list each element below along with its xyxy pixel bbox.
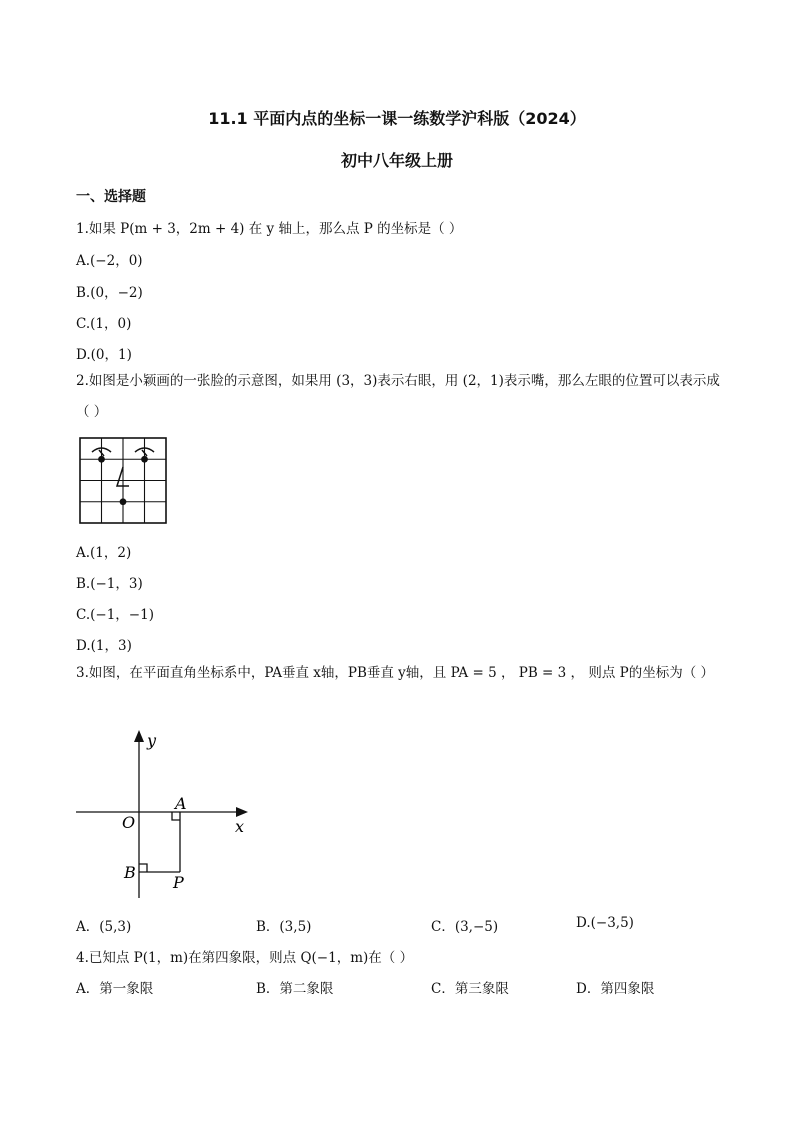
- section-heading: 一、选择题: [76, 189, 146, 205]
- question-3-option-a: A．(5,3): [76, 919, 132, 935]
- y-axis-label: y: [147, 731, 157, 750]
- right-eye-dot: [141, 456, 148, 463]
- question-1-option-d: D.(0，1): [76, 347, 132, 363]
- question-3-option-d: D.(−3,5): [576, 915, 634, 931]
- question-2-option-a: A.(1，2): [76, 545, 132, 561]
- question-4-option-b: B．第二象限: [256, 981, 334, 997]
- page-title: 11.1 平面内点的坐标一课一练数学沪科版（2024）: [208, 109, 586, 128]
- question-1-option-c: C.(1，0): [76, 316, 132, 332]
- face-grid-figure: [78, 436, 170, 526]
- coordinate-figure: [72, 728, 257, 900]
- right-angle-mark-b: [139, 864, 147, 872]
- question-1-option-a: A.(−2，0): [76, 253, 143, 269]
- page-subtitle: 初中八年级上册: [340, 151, 453, 170]
- question-4-option-c: C．第三象限: [431, 981, 509, 997]
- x-axis-label: x: [235, 817, 245, 836]
- question-4-option-d: D．第四象限: [576, 981, 655, 997]
- question-4-option-a: A．第一象限: [76, 981, 154, 997]
- point-b-label: B: [124, 863, 136, 882]
- y-axis-arrow: [134, 730, 144, 742]
- question-3-stem: 3.如图，在平面直角坐标系中，PA垂直 x轴，PB垂直 y轴，且 PA = 5 ， PB = 3 ， 则点 P的坐标为（ ）: [76, 665, 714, 681]
- origin-label: O: [122, 813, 136, 832]
- right-angle-mark-a: [172, 812, 180, 820]
- question-2-option-d: D.(1，3): [76, 638, 132, 654]
- x-axis-arrow: [236, 807, 248, 817]
- question-2-option-b: B.(−1，3): [76, 576, 143, 592]
- question-1-option-b: B.(0，−2): [76, 285, 143, 301]
- point-a-label: A: [175, 794, 187, 813]
- question-2-stem: 2.如图是小颖画的一张脸的示意图，如果用 (3，3)表示右眼，用 (2，1)表示嘴，那么左眼的位置可以表示成（ ）: [76, 373, 720, 420]
- question-2-option-c: C.(−1，−1): [76, 607, 154, 623]
- point-p-label: P: [173, 873, 184, 892]
- question-3-option-b: B．(3,5): [256, 919, 312, 935]
- mouth-dot: [120, 498, 127, 505]
- left-eye-dot: [98, 456, 105, 463]
- question-3-option-c: C．(3,−5): [431, 919, 499, 935]
- question-4-stem: 4.已知点 P(1，m)在第四象限，则点 Q(−1，m)在（ ）: [76, 950, 414, 966]
- question-1-stem: 1.如果 P(m + 3，2m + 4) 在 y 轴上，那么点 P 的坐标是（ ）: [76, 221, 463, 237]
